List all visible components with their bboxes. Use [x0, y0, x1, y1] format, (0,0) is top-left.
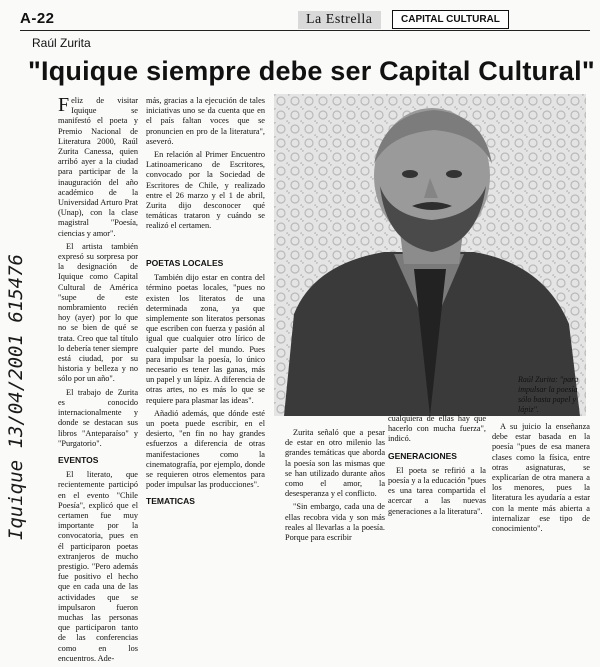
photo-caption: Raúl Zurita: "para impulsar la poesía sólo basta papel y lápiz".	[518, 375, 579, 414]
subheading-generaciones: GENERACIONES	[388, 450, 457, 461]
subheading-poetas-locales: POETAS LOCALES	[146, 258, 224, 268]
column-1	[58, 96, 138, 667]
column-5	[492, 422, 590, 537]
paragraph: Añadió además, que dónde esté un poeta puede escribir, en el desierto, "en fin no hay grandes esfuerzos a diferencia de otras manifestaciones como la cinematografía, por ejemplo, donde se requieren otros elementos para poder impulsar las producciones".	[146, 408, 265, 490]
handwritten-annotation	[0, 170, 40, 545]
handwritten-annotation-text: Iquique 13/04/2001 615476	[5, 254, 27, 540]
paragraph: más, gracias a la ejecución de tales iniciativas uno se da cuenta que en el país faltan voces que se pronuncien en pro de la literatura", aseveró.	[146, 96, 265, 146]
paragraph: Feliz de visitar Iquique se manifestó el poeta y Premio Nacional de Literatura 2000, Raúl Zurita Canessa, quien arribó ayer a la ciudad para participar de la inauguración del año académico de la Universidad Arturo Prat (Unap), con la clase magistral "Poesía, ciencias y amor".	[58, 94, 138, 238]
page-number: A-22	[20, 10, 55, 27]
portrait-photo	[274, 94, 586, 416]
headline: "Iquique siempre debe ser Capital Cultural"	[28, 56, 595, 86]
paragraph: El artista también expresó su sorpresa por la designación de Iquique como Capital Cultural de América "supe de este nombramiento recién hoy (ayer) por lo que no se bien de qué se trata. Creo que tal título lo debería tener siempre está ciudad, por su historia y belleza y no sólo por un año".	[58, 241, 138, 384]
paragraph: El poeta se refirió a la poesía y a la educación "pues es una tarea compartida el acercar a las nuevas generaciones a la literatura".	[388, 465, 486, 516]
header-rule	[20, 30, 590, 31]
paragraph: El trabajo de Zurita es conocido internacionalmente y donde se destacan sus libros "Anteparaíso" y "Purgatorio".	[58, 387, 138, 448]
column-2-lower	[146, 258, 265, 512]
column-2	[146, 96, 265, 235]
paragraph: El literato, que recientemente participó en el evento "Chile Poesía", explicó que el certamen fue muy importante por la convocatoria, pues en él participaron poetas extranjeros de mucho prestigio. "Pero además fue positivo el hecho que en cada una de las actividades que se impulsaron fueron muchas las personas que participaron tanto de las conferencias como en los encuentros. Ade-	[58, 470, 138, 663]
paragraph: En relación al Primer Encuentro Latinoamericano de Escritores, convocado por la Sociedad de Escritores de Chile, y realizado entre el 26 marzo y el 1 de abril, Zurita dijo desconocer qué temáticas trataron y cuándo se realizó el certamen.	[146, 150, 265, 231]
paragraph: Zurita señaló que a pesar de estar en otro milenio las grandes temáticas que aborda la poesía son las mismas que se han utilizado durante años como el amor, la desesperanza y el conflicto.	[285, 428, 385, 499]
subheading-tematicas: TEMATICAS	[146, 496, 195, 507]
paragraph: A su juicio la enseñanza debe estar basada en la poesía "pues de esa manera clases como la física, entre otras asignaturas, se explicarían de otra manera a los menores, pues la literatura les ayudaría a estar con la mente más abierta a internalizar ese tipo de conocimiento".	[492, 422, 590, 534]
paragraph: También dijo estar en contra del término poetas locales, "pues no existen los literatos de una determinada zona, ya que simplemente son literatos personas que escriben con fuerza y pasión al igual que cualquier otro lírico de cualquier parte del mundo. Pues para impulsar la poesía, lo único necesario es tener las ganas, más un papel y un lápiz. A diferencia de otras artes, no es más lo que se requiere para plasmar las ideas".	[146, 273, 265, 405]
section-label: CAPITAL CULTURAL	[392, 10, 509, 29]
masthead: La Estrella	[298, 11, 381, 29]
paragraph: "Sin embargo, cada una de ellas recobra vida y son más reales al llevarlas a la poesía. Porque para escribir	[285, 502, 385, 543]
paragraph: cualquiera de ellas hay que hacerlo con mucha fuerza", indicó.	[388, 414, 486, 444]
subheading-eventos: EVENTOS	[58, 454, 99, 465]
column-3	[285, 428, 385, 546]
column-4	[388, 414, 486, 520]
portrait-illustration	[274, 94, 586, 416]
byline: Raúl Zurita	[32, 36, 91, 50]
